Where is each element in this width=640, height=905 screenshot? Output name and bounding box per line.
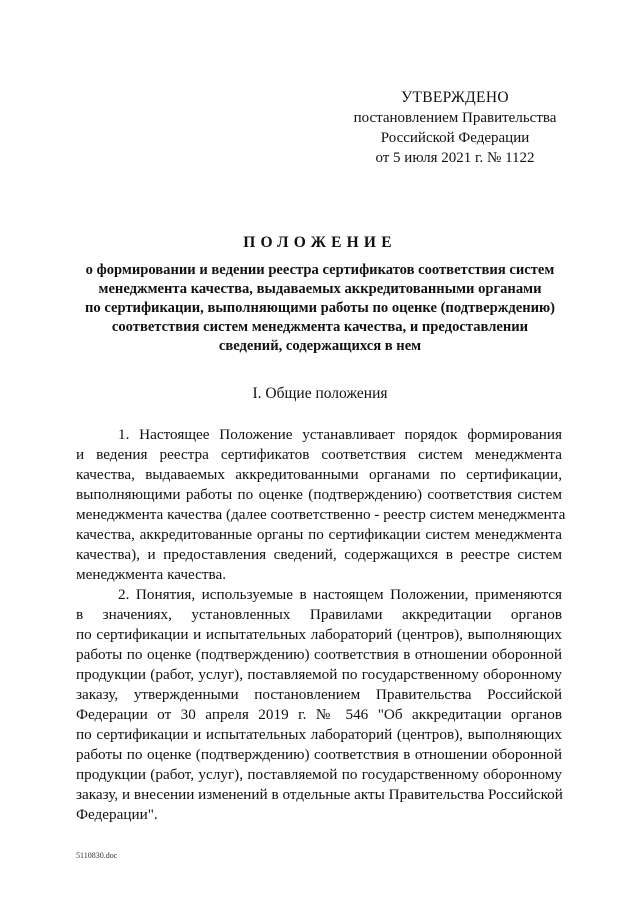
text-line: заказу, утвержденными постановлением Правительства Российской xyxy=(76,686,562,703)
text-line: Федерации". xyxy=(76,806,158,823)
text-line: работы по оценке (подтверждению) соответствия в отношении оборонной xyxy=(76,746,562,763)
footer-file-code: 5110830.doc xyxy=(76,851,118,860)
document-body xyxy=(76,425,566,825)
text-line: качества, выдаваемых аккредитованными органами по сертификации, xyxy=(76,466,562,483)
text-line: продукции (работ, услуг), поставляемой по государственному оборонному xyxy=(76,666,562,683)
subtitle-line: менеджмента качества, выдаваемых аккредитованными органами xyxy=(98,281,542,297)
text-line: качества, аккредитованные органы по сертификации систем менеджмента xyxy=(76,526,562,543)
section-heading: I. Общие положения xyxy=(252,385,388,402)
document-subtitle xyxy=(70,261,570,356)
text-line: качества), и предоставления сведений, содержащихся в реестре систем xyxy=(76,546,562,563)
text-line: заказу, и внесении изменений в отдельные акты Правительства Российской xyxy=(76,786,563,803)
text-line: менеджмента качества. xyxy=(76,566,227,583)
document-title: ПОЛОЖЕНИЕ xyxy=(243,234,397,251)
paragraph-2 xyxy=(76,585,562,825)
approval-line: постановлением Правительства xyxy=(353,110,557,126)
approval-line: Российской Федерации xyxy=(380,130,530,146)
text-line: по сертификации и испытательных лабораторий (центров), выполняющих xyxy=(76,626,562,643)
text-line: работы по оценке (подтверждению) соответствия в отношении оборонной xyxy=(76,646,562,663)
text-line: по сертификации и испытательных лабораторий (центров), выполняющих xyxy=(76,726,562,743)
text-line: менеджмента качества (далее соответственно - реестр систем менеджмента xyxy=(76,506,566,523)
subtitle-line: соответствия систем менеджмента качества, и предоставлении xyxy=(111,319,529,335)
text-line: выполняющими работы по оценке (подтверждению) соответствия систем xyxy=(76,486,562,503)
subtitle-line: о формировании и ведении реестра сертификатов соответствия систем xyxy=(85,262,555,278)
text-line: и ведения реестра сертификатов соответствия систем менеджмента xyxy=(76,446,562,463)
text-line: продукции (работ, услуг), поставляемой по государственному оборонному xyxy=(76,766,562,783)
text-line: 2. Понятия, используемые в настоящем Положении, применяются xyxy=(118,586,562,603)
text-line: 1. Настоящее Положение устанавливает порядок формирования xyxy=(118,426,562,443)
approval-stamp xyxy=(340,88,570,168)
subtitle-line: сведений, содержащихся в нем xyxy=(218,338,422,354)
approval-heading: УТВЕРЖДЕНО xyxy=(401,89,509,106)
text-line: в значениях, установленных Правилами аккредитации органов xyxy=(76,606,562,623)
approval-line: от 5 июля 2021 г. № 1122 xyxy=(375,150,535,166)
text-line: Федерации от 30 апреля 2019 г. № 546 "Об аккредитации органов xyxy=(76,706,562,723)
subtitle-line: по сертификации, выполняющими работы по оценке (подтверждению) xyxy=(84,300,556,316)
paragraph-1 xyxy=(76,425,566,585)
